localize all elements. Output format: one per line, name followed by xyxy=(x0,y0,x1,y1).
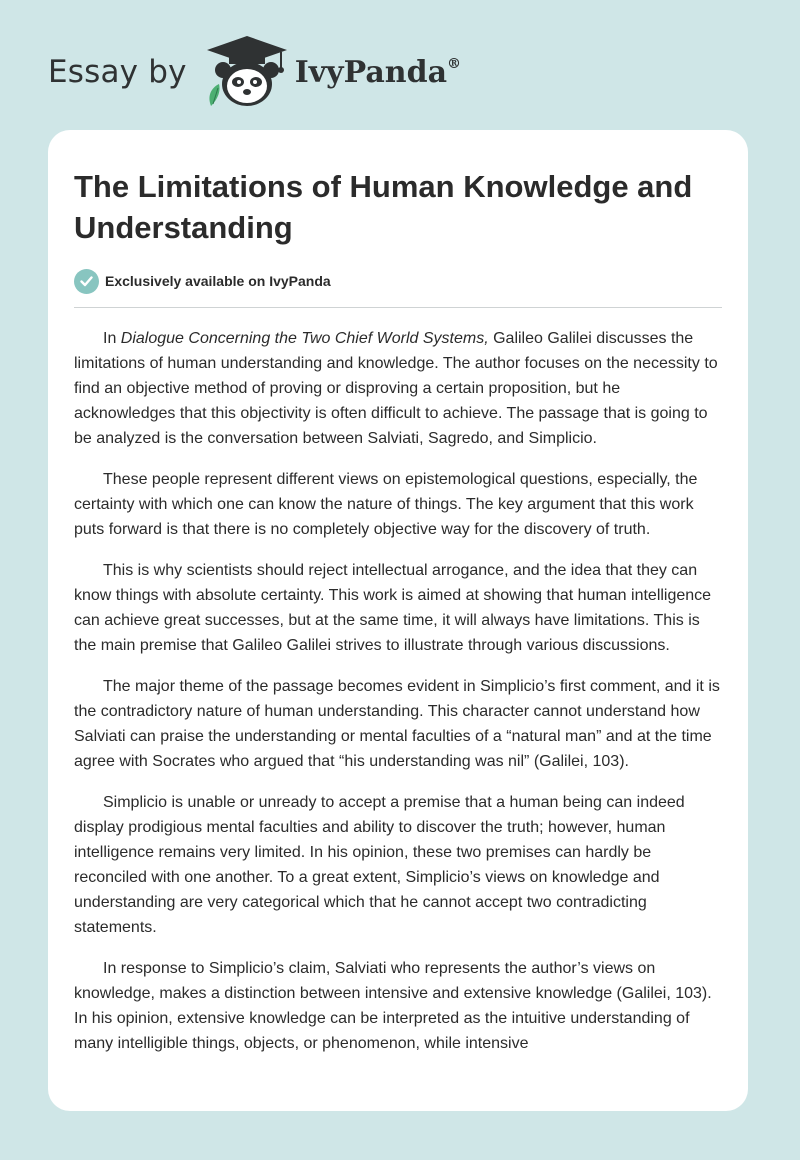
book-title: Dialogue Concerning the Two Chief World Systems, xyxy=(120,330,489,347)
page-title: The Limitations of Human Knowledge and Understanding xyxy=(74,169,693,245)
brand-name[interactable]: IvyPanda® xyxy=(294,54,462,90)
panda-graduate-logo-icon[interactable] xyxy=(201,34,293,110)
essay-by-label: Essay by xyxy=(48,54,187,90)
paragraph: In Dialogue Concerning the Two Chief World Systems, Galileo Galilei discusses the limitations of human understanding and knowledge. The author focuses on the necessity to find an objective method of proving or disproving a certain proposition, but he acknowledges that this objectivity is often difficult to achieve. The passage that is going to be analyzed is the conversation between Salviati, Sagredo, and Simplicio. xyxy=(74,330,718,447)
exclusive-badge xyxy=(74,268,722,294)
article-body xyxy=(74,326,722,1056)
paragraph: In response to Simplicio’s claim, Salviati who represents the author’s views on knowledge, makes a distinction between intensive and extensive knowledge (Galilei, 103). In his opinion, extensive knowledge can be interpreted as the intuitive understanding of many intelligible things, objects, or phenomenon, while intensive xyxy=(74,960,712,1052)
paragraph: Simplicio is unable or unready to accept a premise that a human being can indeed display prodigious mental faculties and ability to discover the truth; however, human intelligence remains very limited. In his opinion, these two premises can hardly be reconciled with one another. To a great extent, Simplicio’s views on knowledge and understanding are very categorical which that he cannot accept two contradicting statements. xyxy=(74,794,685,936)
paragraph: These people represent different views on epistemological questions, especially, the certainty with which one can know the nature of things. The key argument that this work puts forward is that there is no completely objective way for the discovery of truth. xyxy=(74,471,698,538)
exclusive-label: Exclusively available on IvyPanda xyxy=(105,273,331,289)
paragraph: This is why scientists should reject intellectual arrogance, and the idea that they can know things with absolute certainty. This work is aimed at showing that human intelligence can achieve great successes, but at the same time, it will always have limitations. This is the main premise that Galileo Galilei strives to illustrate through various discussions. xyxy=(74,562,712,654)
paragraph: The major theme of the passage becomes evident in Simplicio’s first comment, and it is the contradictory nature of human understanding. This character cannot understand how Salviati can praise the understanding or mental faculties of a “natural man” and at the time agree with Socrates who argued that “his understanding was nil” (Galilei, 103). xyxy=(74,678,720,770)
site-header xyxy=(48,34,461,110)
article-card xyxy=(48,130,748,1111)
check-circle-icon xyxy=(74,269,99,294)
registered-mark: ® xyxy=(447,55,462,72)
divider xyxy=(74,307,722,308)
